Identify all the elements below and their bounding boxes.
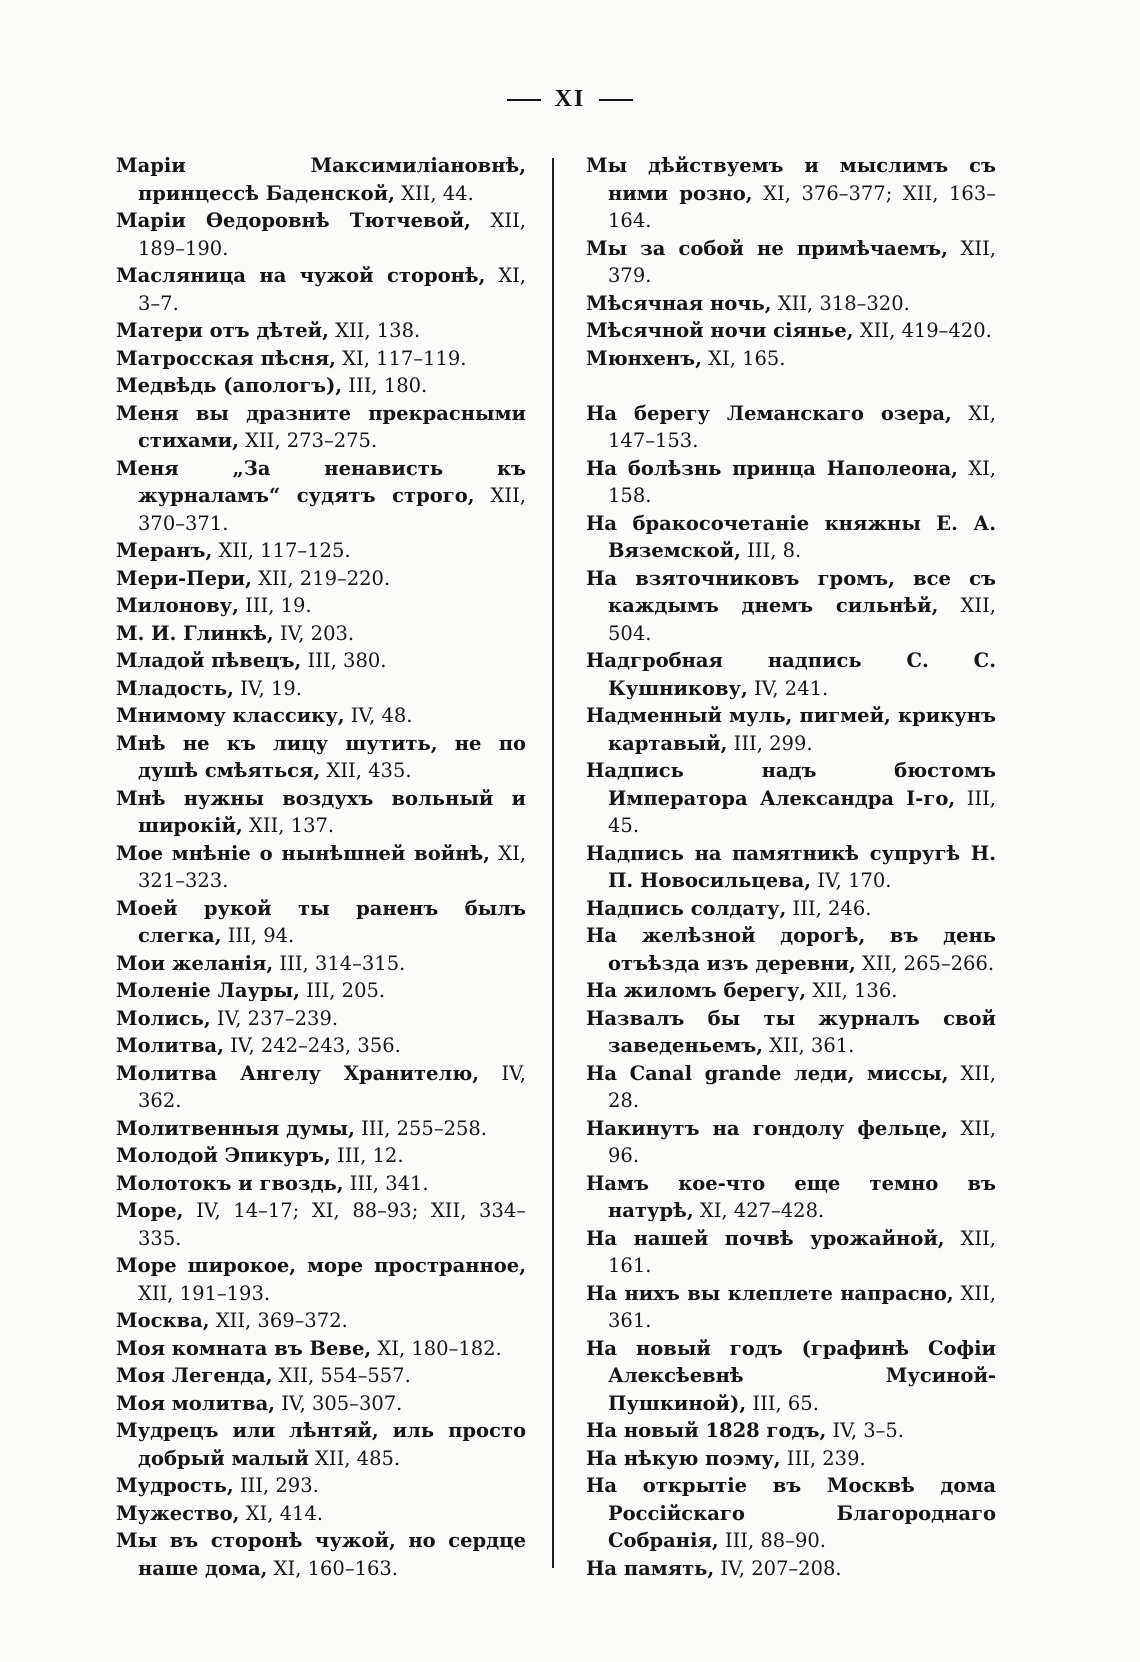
index-entry <box>116 1197 526 1252</box>
index-entry <box>586 455 996 510</box>
entry-title: Мѣсячной ночи сіянье, <box>586 319 854 342</box>
entry-title: Меня „За ненависть къ журналамъ“ судятъ строго, <box>116 456 526 507</box>
entry-reference: IV, 242–243, 356. <box>230 1034 401 1057</box>
index-entry <box>116 702 526 730</box>
entry-reference: III, 246. <box>792 896 872 920</box>
entry-title: Моя Легенда, <box>116 1364 273 1387</box>
entry-title: Молотокъ и гвоздь, <box>116 1171 344 1195</box>
entry-reference: XII, 419–420. <box>859 319 992 342</box>
index-entry <box>586 290 996 318</box>
entry-reference: XI, 321–323. <box>138 841 526 892</box>
header-dash-left <box>507 99 541 101</box>
entry-reference: IV, 170. <box>817 869 892 892</box>
entry-title: Накинутъ на гондолу фельце, <box>586 1116 948 1140</box>
index-entry <box>116 1500 526 1528</box>
entry-reference: III, 94. <box>227 924 295 947</box>
entry-title: На память, <box>586 1556 715 1580</box>
index-entry <box>116 950 526 978</box>
index-entry <box>116 620 526 648</box>
entry-reference: XI, 3–7. <box>138 264 527 315</box>
index-entry <box>586 1280 996 1335</box>
entry-title: Мужество, <box>116 1501 240 1525</box>
index-entry <box>116 1307 526 1335</box>
entry-reference: IV, 203. <box>279 621 355 645</box>
entry-reference: III, 65. <box>752 1391 819 1415</box>
index-entry <box>116 317 526 345</box>
index-entry <box>116 1252 526 1307</box>
entry-reference: III, 19. <box>245 594 312 617</box>
entry-reference: III, 45. <box>608 786 997 837</box>
entry-reference: XII, 361. <box>608 1281 996 1332</box>
entry-title: Москва, <box>116 1309 210 1332</box>
entry-reference: XII, 504. <box>608 594 997 645</box>
index-entry <box>116 1170 526 1198</box>
entry-title: На нашей почвѣ урожайной, <box>586 1226 945 1250</box>
entry-title: Мое мнѣніе о нынѣшней войнѣ, <box>116 841 490 865</box>
entry-title: Молитва, <box>116 1034 224 1057</box>
entry-title: На Canal grande леди, миссы, <box>586 1061 949 1085</box>
index-entry <box>586 840 996 895</box>
entry-reference: IV, 48. <box>350 704 413 727</box>
entry-reference: XII, 219–220. <box>258 566 391 590</box>
index-entry <box>116 1362 526 1390</box>
entry-reference: XII, 379. <box>608 236 996 287</box>
entry-title: Море, <box>116 1199 184 1222</box>
entry-title: Назвалъ бы ты журналъ свой заведеньемъ, <box>586 1006 996 1057</box>
index-entry <box>116 400 526 455</box>
entry-title: Намъ кое-что еще темно въ натурѣ, <box>586 1171 996 1222</box>
entry-title: На открытіе въ Москвѣ дома Россійскаго Благороднаго Собранія, <box>586 1474 996 1552</box>
index-entry <box>586 702 996 757</box>
entry-title: Младость, <box>116 676 234 700</box>
entry-reference: XII, 161. <box>608 1226 996 1277</box>
entry-reference: XII, 485. <box>314 1446 401 1470</box>
entry-title: На нихъ вы клеплете напрасно, <box>586 1281 954 1305</box>
entry-reference: XI, 376–377; XII, 163–164. <box>608 181 996 232</box>
entry-title: Мнѣ нужны воздухъ вольный и широкій, <box>116 786 526 837</box>
entry-reference: XII, 189–190. <box>138 209 527 260</box>
entry-title: Мѣсячная ночь, <box>586 291 772 315</box>
entry-reference: XII, 265–266. <box>862 951 995 975</box>
entry-reference: III, 314–315. <box>279 951 406 975</box>
entry-reference: XII, 435. <box>326 759 412 782</box>
entry-reference: XII, 370–371. <box>138 484 527 535</box>
index-entry <box>116 1005 526 1033</box>
entry-title: Мюнхенъ, <box>586 346 702 370</box>
column-divider <box>552 158 554 1568</box>
index-entry <box>116 1142 526 1170</box>
entry-title: Маріи Максимиліановнѣ, принцессѣ Баденской, <box>116 154 526 205</box>
index-entry <box>116 675 526 703</box>
index-entry <box>586 1335 996 1418</box>
entry-title: Моя молитва, <box>116 1391 275 1415</box>
entry-reference: XII, 136. <box>812 979 898 1002</box>
entry-reference: XI, 427–428. <box>699 1199 825 1222</box>
entry-reference: III, 8. <box>747 539 802 562</box>
index-entry <box>116 895 526 950</box>
index-entry <box>116 647 526 675</box>
entry-reference: XII, 44. <box>401 181 474 205</box>
index-entry <box>116 1417 526 1472</box>
entry-title: Милонову, <box>116 594 239 617</box>
page-header <box>0 86 1140 113</box>
index-entry <box>586 1005 996 1060</box>
entry-title: Маріи Ѳедоровнѣ Тютчевой, <box>116 209 471 232</box>
entry-title: Мы въ сторонѣ чужой, но сердце наше дома, <box>116 1529 526 1580</box>
index-entry <box>116 592 526 620</box>
entry-title: На новый годъ (графинѣ Софіи Алексѣевнѣ Мусиной-Пушкиной), <box>586 1336 996 1415</box>
entry-title: На бракосочетаніе княжны Е. А. Вяземской, <box>586 511 996 562</box>
entry-reference: IV, 362. <box>138 1061 526 1112</box>
index-entry <box>586 977 996 1005</box>
index-entry <box>586 565 996 648</box>
entry-title: Молись, <box>116 1006 211 1030</box>
index-entry <box>116 372 526 400</box>
left-column <box>116 152 526 1582</box>
entry-reference: IV, 14–17; XI, 88–93; XII, 334–335. <box>138 1199 527 1250</box>
entry-reference: XII, 369–372. <box>215 1309 348 1332</box>
index-entry <box>586 647 996 702</box>
entry-reference: IV, 237–239. <box>216 1006 339 1030</box>
entry-reference: III, 293. <box>239 1474 319 1497</box>
index-entry <box>116 262 526 317</box>
entry-reference: XII, 361. <box>769 1034 855 1057</box>
index-entry <box>586 1445 996 1473</box>
entry-title: Молодой Эпикуръ, <box>116 1144 331 1167</box>
entry-reference: XII, 117–125. <box>218 539 351 562</box>
index-entry <box>586 1170 996 1225</box>
index-entry <box>586 345 996 373</box>
header-dash-right <box>599 99 633 101</box>
index-entry <box>586 317 996 345</box>
entry-reference: IV, 241. <box>754 676 829 700</box>
entry-title: М. И. Глинкѣ, <box>116 621 274 645</box>
index-entry <box>116 537 526 565</box>
entry-reference: III, 239. <box>786 1446 866 1470</box>
page-number: XI <box>554 86 586 112</box>
entry-title: Моя комната въ Веве, <box>116 1336 372 1360</box>
index-entry <box>586 152 996 235</box>
entry-title: Меранъ, <box>116 539 213 562</box>
index-entry <box>116 1060 526 1115</box>
entry-reference: XI, 165. <box>708 346 786 370</box>
entry-title: Надгробная надпись С. С. Кушникову, <box>586 649 996 700</box>
entry-title: Матросская пѣсня, <box>116 346 336 370</box>
entry-title: На новый 1828 годъ, <box>586 1419 827 1442</box>
entry-title: Море широкое, море пространное, <box>116 1254 526 1277</box>
index-entry <box>116 345 526 373</box>
entry-title: Мери-Пери, <box>116 566 252 590</box>
entry-title: Матери отъ дѣтей, <box>116 319 329 342</box>
entry-reference: III, 205. <box>306 979 386 1002</box>
entry-reference: XI, 180–182. <box>377 1336 502 1360</box>
entry-title: Мои желанія, <box>116 951 274 975</box>
entry-reference: XII, 554–557. <box>278 1364 411 1387</box>
index-entry <box>586 895 996 923</box>
entry-title: Мнѣ не къ лицу шутить, не по душѣ смѣяться, <box>116 731 526 782</box>
entry-reference: III, 380. <box>307 649 387 672</box>
entry-reference: XI, 117–119. <box>342 346 467 370</box>
index-entry <box>116 1032 526 1060</box>
index-entry <box>586 757 996 840</box>
entry-title: Надпись солдату, <box>586 896 787 920</box>
index-entry <box>586 1417 996 1445</box>
entry-title: На болѣзнь принца Наполеона, <box>586 456 958 480</box>
entry-reference: III, 88–90. <box>724 1529 826 1552</box>
entry-title: Мудрость, <box>116 1474 234 1497</box>
right-column <box>586 152 996 1582</box>
entry-title: Масляница на чужой сторонѣ, <box>116 264 486 287</box>
entry-reference: IV, 19. <box>240 676 302 700</box>
index-entry <box>116 1390 526 1418</box>
entry-title: Мы дѣйствуемъ и мыслимъ съ ними розно, <box>586 154 996 205</box>
entry-reference: XI, 158. <box>608 456 996 507</box>
index-entry <box>116 455 526 538</box>
entry-reference: XII, 96. <box>608 1116 996 1167</box>
entry-title: На взяточниковъ громъ, все съ каждымъ днемъ сильнѣй, <box>586 566 996 617</box>
entry-reference: XI, 160–163. <box>273 1556 399 1580</box>
index-entry <box>116 1472 526 1500</box>
index-entry <box>116 730 526 785</box>
entry-title: На берегу Леманскаго озера, <box>586 401 952 425</box>
index-entry <box>586 1472 996 1555</box>
index-entry <box>116 1115 526 1143</box>
index-entry <box>586 1115 996 1170</box>
entry-reference: IV, 305–307. <box>281 1391 403 1415</box>
entry-title: Мудрецъ или лѣнтяй, иль просто добрый малый <box>116 1419 526 1470</box>
index-entry <box>586 1060 996 1115</box>
index-entry <box>116 565 526 593</box>
index-entry <box>116 1527 526 1582</box>
entry-reference: XII, 191–193. <box>138 1281 271 1305</box>
entry-title: Моленіе Лауры, <box>116 979 300 1002</box>
entry-title: Моей рукой ты раненъ былъ слегка, <box>116 896 526 947</box>
entry-reference: III, 180. <box>348 374 428 397</box>
index-entry <box>586 510 996 565</box>
entry-reference: III, 299. <box>733 731 813 755</box>
index-entry <box>116 840 526 895</box>
entry-reference: III, 12. <box>337 1144 404 1167</box>
section-gap <box>586 372 996 400</box>
entry-reference: III, 255–258. <box>361 1116 487 1140</box>
entry-title: На жиломъ берегу, <box>586 979 807 1002</box>
entry-title: Молитва Ангелу Хранителю, <box>116 1061 479 1085</box>
entry-title: Надпись на памятникѣ супругѣ Н. П. Новосильцева, <box>586 841 996 892</box>
entry-title: Медвѣдь (апологъ), <box>116 374 343 397</box>
entry-reference: IV, 207–208. <box>720 1556 842 1580</box>
entry-reference: III, 341. <box>349 1171 429 1195</box>
entry-reference: XII, 138. <box>335 319 421 342</box>
entry-reference: XI, 147–153. <box>608 401 996 452</box>
index-entry <box>116 1335 526 1363</box>
index-entry <box>116 152 526 207</box>
entry-reference: XI, 414. <box>245 1501 324 1525</box>
entry-title: Молитвенныя думы, <box>116 1116 355 1140</box>
index-entry <box>586 400 996 455</box>
entry-title: Младой пѣвецъ, <box>116 649 302 672</box>
index-entry <box>586 1555 996 1583</box>
entry-reference: XII, 318–320. <box>777 291 910 315</box>
entry-title: Мнимому классику, <box>116 704 345 727</box>
index-entry <box>586 1225 996 1280</box>
entry-reference: XII, 137. <box>249 814 335 837</box>
entry-title: Мы за собой не примѣчаемъ, <box>586 236 948 260</box>
index-entry <box>116 207 526 262</box>
index-entry <box>586 235 996 290</box>
entry-title: На нѣкую поэму, <box>586 1446 781 1470</box>
entry-reference: IV, 3–5. <box>832 1419 904 1442</box>
index-entry <box>116 785 526 840</box>
entry-title: На желѣзной дорогѣ, въ день отъѣзда изъ деревни, <box>586 924 996 975</box>
index-entry <box>116 977 526 1005</box>
index-entry <box>586 922 996 977</box>
entry-reference: XII, 28. <box>608 1061 996 1112</box>
entry-title: Надменный муль, пигмей, крикунъ картавый, <box>586 704 996 755</box>
entry-title: Надпись надъ бюстомъ Императора Александра I-го, <box>586 759 996 810</box>
entry-title: Меня вы дразните прекрасными стихами, <box>116 401 526 452</box>
entry-reference: XII, 273–275. <box>245 429 378 452</box>
